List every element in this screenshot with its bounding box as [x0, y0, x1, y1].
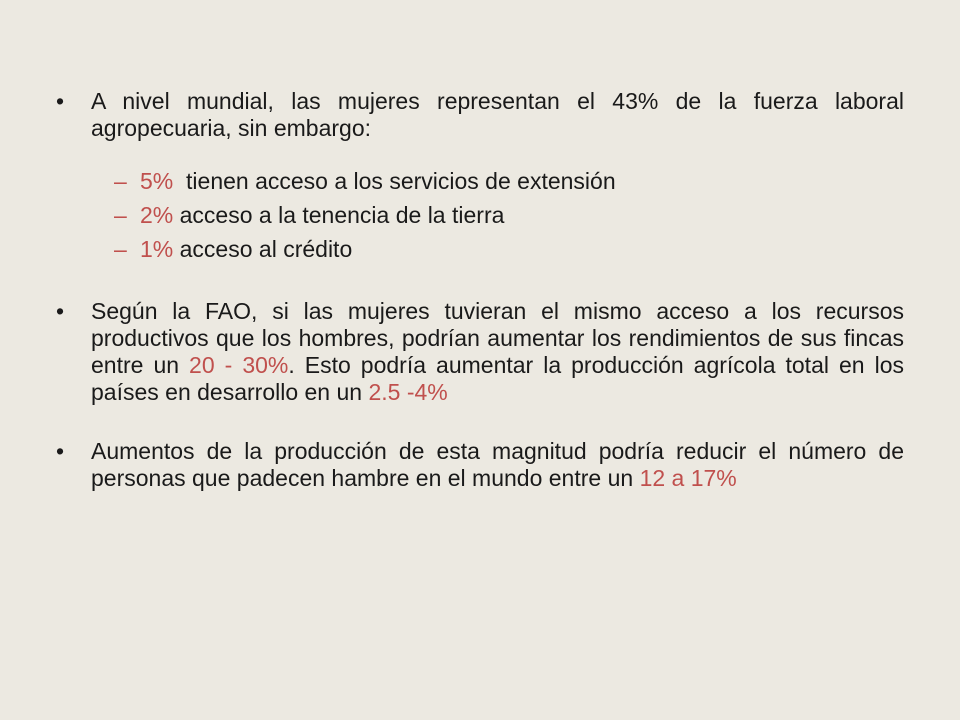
bullet-icon: •	[56, 438, 65, 464]
subitem-land-tenure	[56, 198, 904, 232]
bullet-women-workforce	[56, 88, 904, 142]
subitem-text: acceso a la tenencia de la tierra	[173, 202, 505, 228]
dash-icon: –	[114, 168, 127, 194]
subitem-percent: 5%	[140, 168, 174, 194]
bullet-hunger-reduction	[56, 438, 904, 492]
subitem-percent: 1%	[140, 236, 174, 262]
bullet-text-part2: . Esto podría aumentar la producción agrícola total en los países en desarrollo en un	[91, 352, 904, 405]
production-increase-value: 2.5 -4%	[368, 379, 448, 405]
hunger-reduction-value: 12 a 17%	[639, 465, 737, 491]
subitem-text: tienen acceso a los servicios de extensión	[173, 168, 616, 194]
bullet-icon: •	[56, 298, 65, 324]
subitem-credit	[56, 232, 904, 266]
dash-icon: –	[114, 236, 127, 262]
yield-increase-value: 20 - 30%	[189, 352, 289, 378]
slide-body	[56, 88, 904, 492]
bullet-text-part1: Según la FAO, si las mujeres tuvieran el mismo acceso a los recursos productivos que los hombres, podrían aumentar los rendimientos de sus fincas entre un	[91, 298, 904, 378]
dash-icon: –	[114, 202, 127, 228]
subitem-extension-services	[56, 164, 904, 198]
bullet-text: A nivel mundial, las mujeres representan el 43% de la fuerza laboral agropecuaria, sin embargo:	[91, 88, 904, 141]
subitem-text: acceso al crédito	[173, 236, 353, 262]
bullet-fao-yields	[56, 298, 904, 406]
subitem-percent: 2%	[140, 202, 174, 228]
bullet-icon: •	[56, 88, 65, 114]
bullet-text-part1: Aumentos de la producción de esta magnitud podría reducir el número de personas que padecen hambre en el mundo entre un	[91, 438, 904, 491]
